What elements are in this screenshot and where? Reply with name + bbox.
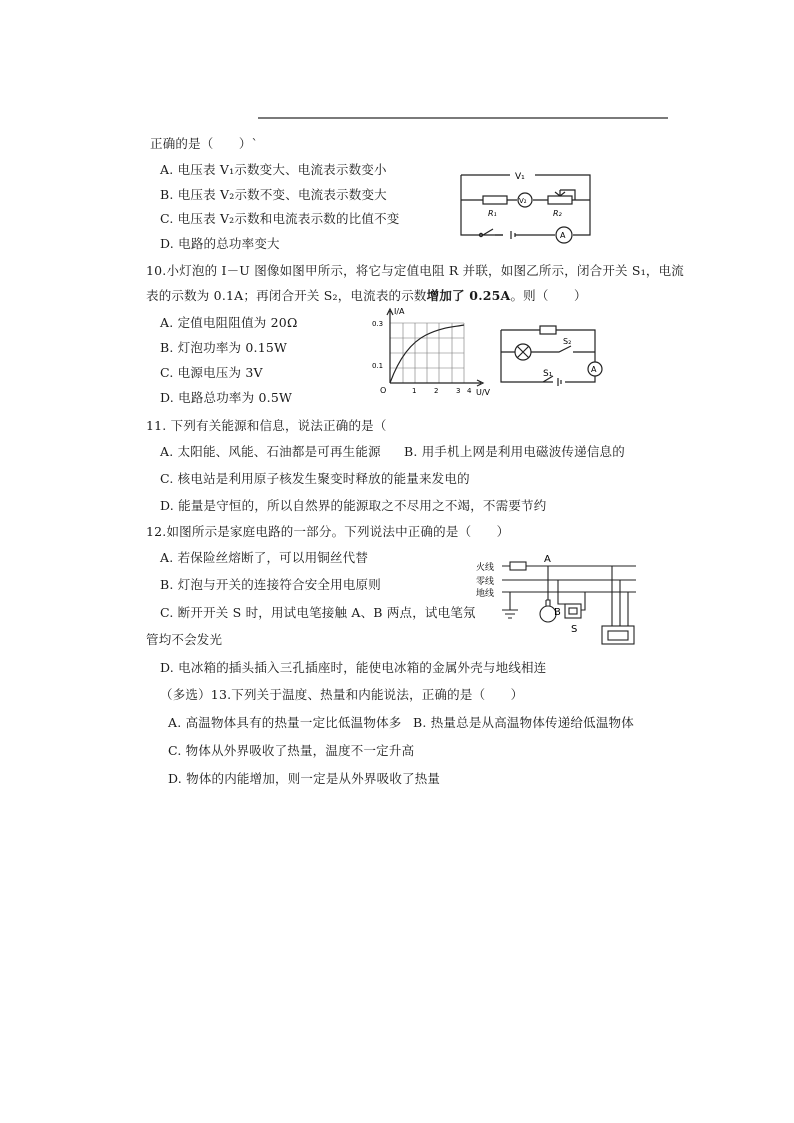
q12-switch-label: S (571, 624, 578, 635)
q9-v2-label: V₂ (519, 197, 527, 205)
q10-graph-x-label: U/V (476, 388, 491, 397)
q12-option-a: A. 若保险丝熔断了，可以用铜丝代替 (160, 550, 369, 565)
q9-option-b: B. 电压表 V₂示数不变、电流表示数变大 (160, 187, 387, 202)
q10-s2-label: S₂ (563, 337, 572, 346)
q10-circuit-diagram (495, 322, 615, 392)
q12-stem: 12.如图所示是家庭电路的一部分。下列说法中正确的是（ ） (146, 524, 510, 539)
q11-option-a: A. 太阳能、风能、石油都是可再生能源 (160, 444, 381, 459)
q13-option-c: C. 物体从外界吸收了热量，温度不一定升高 (168, 743, 415, 758)
q12-ground-wire-label: 地线 (476, 589, 495, 599)
q10-graph-x-tick-1: 1 (412, 387, 417, 395)
q10-graph-x-tick-4: 4 (467, 387, 472, 395)
q11-option-b: B. 用手机上网是利用电磁波传递信息的 (404, 444, 625, 459)
q12-point-a-label: A (544, 554, 551, 565)
q10-graph-x-tick-2: 2 (434, 387, 439, 395)
q10-option-a: A. 定值电阻阻值为 20Ω (160, 315, 298, 330)
q10-option-b: B. 灯泡功率为 0.15W (160, 340, 288, 355)
q10-stem-line2 (146, 286, 587, 304)
q9-r1-label: R₁ (488, 209, 497, 218)
q10-graph-origin: O (380, 386, 387, 395)
q11-option-c: C. 核电站是利用原子核发生聚变时释放的能量来发电的 (160, 471, 470, 486)
q10-stem-part-c: 。则（ ） (510, 288, 587, 303)
q12-option-b: B. 灯泡与开关的连接符合安全用电原则 (160, 577, 381, 592)
page-top-rule (258, 117, 668, 119)
q11-stem: 11. 下列有关能源和信息，说法正确的是（ (146, 418, 387, 433)
q12-option-c-line2: 管均不会发光 (146, 632, 223, 647)
q10-stem-line1: 10.小灯泡的 I－U 图像如图甲所示，将它与定值电阻 R 并联，如图乙所示，闭合开关 S₁，电流 (146, 263, 685, 278)
q10-iu-graph (366, 305, 496, 400)
q13-option-d: D. 物体的内能增加，则一定是从外界吸收了热量 (168, 771, 441, 786)
q10-ammeter-label: A (591, 365, 597, 374)
q12-option-d: D. 电冰箱的插头插入三孔插座时，能使电冰箱的金属外壳与地线相连 (160, 660, 547, 675)
q10-graph-y-tick-1: 0.3 (372, 320, 384, 328)
q9-option-a: A. 电压表 V₁示数变大、电流表示数变小 (160, 162, 387, 177)
q9-v1-label: V₁ (515, 172, 525, 182)
q10-option-d: D. 电路总功率为 0.5W (160, 390, 293, 405)
q12-point-b-label: B (554, 607, 561, 618)
q9-stem: 正确的是（ ）` (150, 136, 259, 151)
q11-option-d: D. 能量是守恒的，所以自然界的能源取之不尽用之不竭，不需要节约 (160, 498, 547, 513)
q13-stem: （多选）13.下列关于温度、热量和内能说法，正确的是（ ） (160, 687, 524, 702)
q10-graph-x-tick-3: 3 (456, 387, 461, 395)
q10-graph-y-tick-2: 0.1 (372, 362, 384, 370)
q13-option-b: B. 热量总是从高温物体传递给低温物体 (413, 715, 634, 730)
q9-circuit-diagram (455, 165, 605, 245)
q9-option-c: C. 电压表 V₂示数和电流表示数的比值不变 (160, 211, 400, 226)
q9-option-d: D. 电路的总功率变大 (160, 236, 280, 251)
q10-stem-part-a: 表的示数为 0.1A；再闭合开关 S₂，电流表的示数 (146, 288, 427, 303)
q12-neutral-wire-label: 零线 (476, 577, 495, 587)
q12-household-circuit-diagram (470, 552, 640, 652)
q13-option-a: A. 高温物体具有的热量一定比低温物体多 (168, 715, 402, 730)
q12-option-c-line1: C. 断开开关 S 时，用试电笔接触 A、B 两点，试电笔氖 (160, 605, 476, 620)
q10-stem-part-b: 增加了 0.25A (426, 288, 511, 303)
q12-live-wire-label: 火线 (476, 563, 495, 573)
q10-s1-label: S₁ (543, 369, 553, 379)
q10-option-c: C. 电源电压为 3V (160, 365, 263, 380)
q9-ammeter-label: A (560, 231, 566, 240)
q10-graph-y-label: I/A (394, 307, 405, 316)
q9-r2-label: R₂ (553, 209, 562, 218)
